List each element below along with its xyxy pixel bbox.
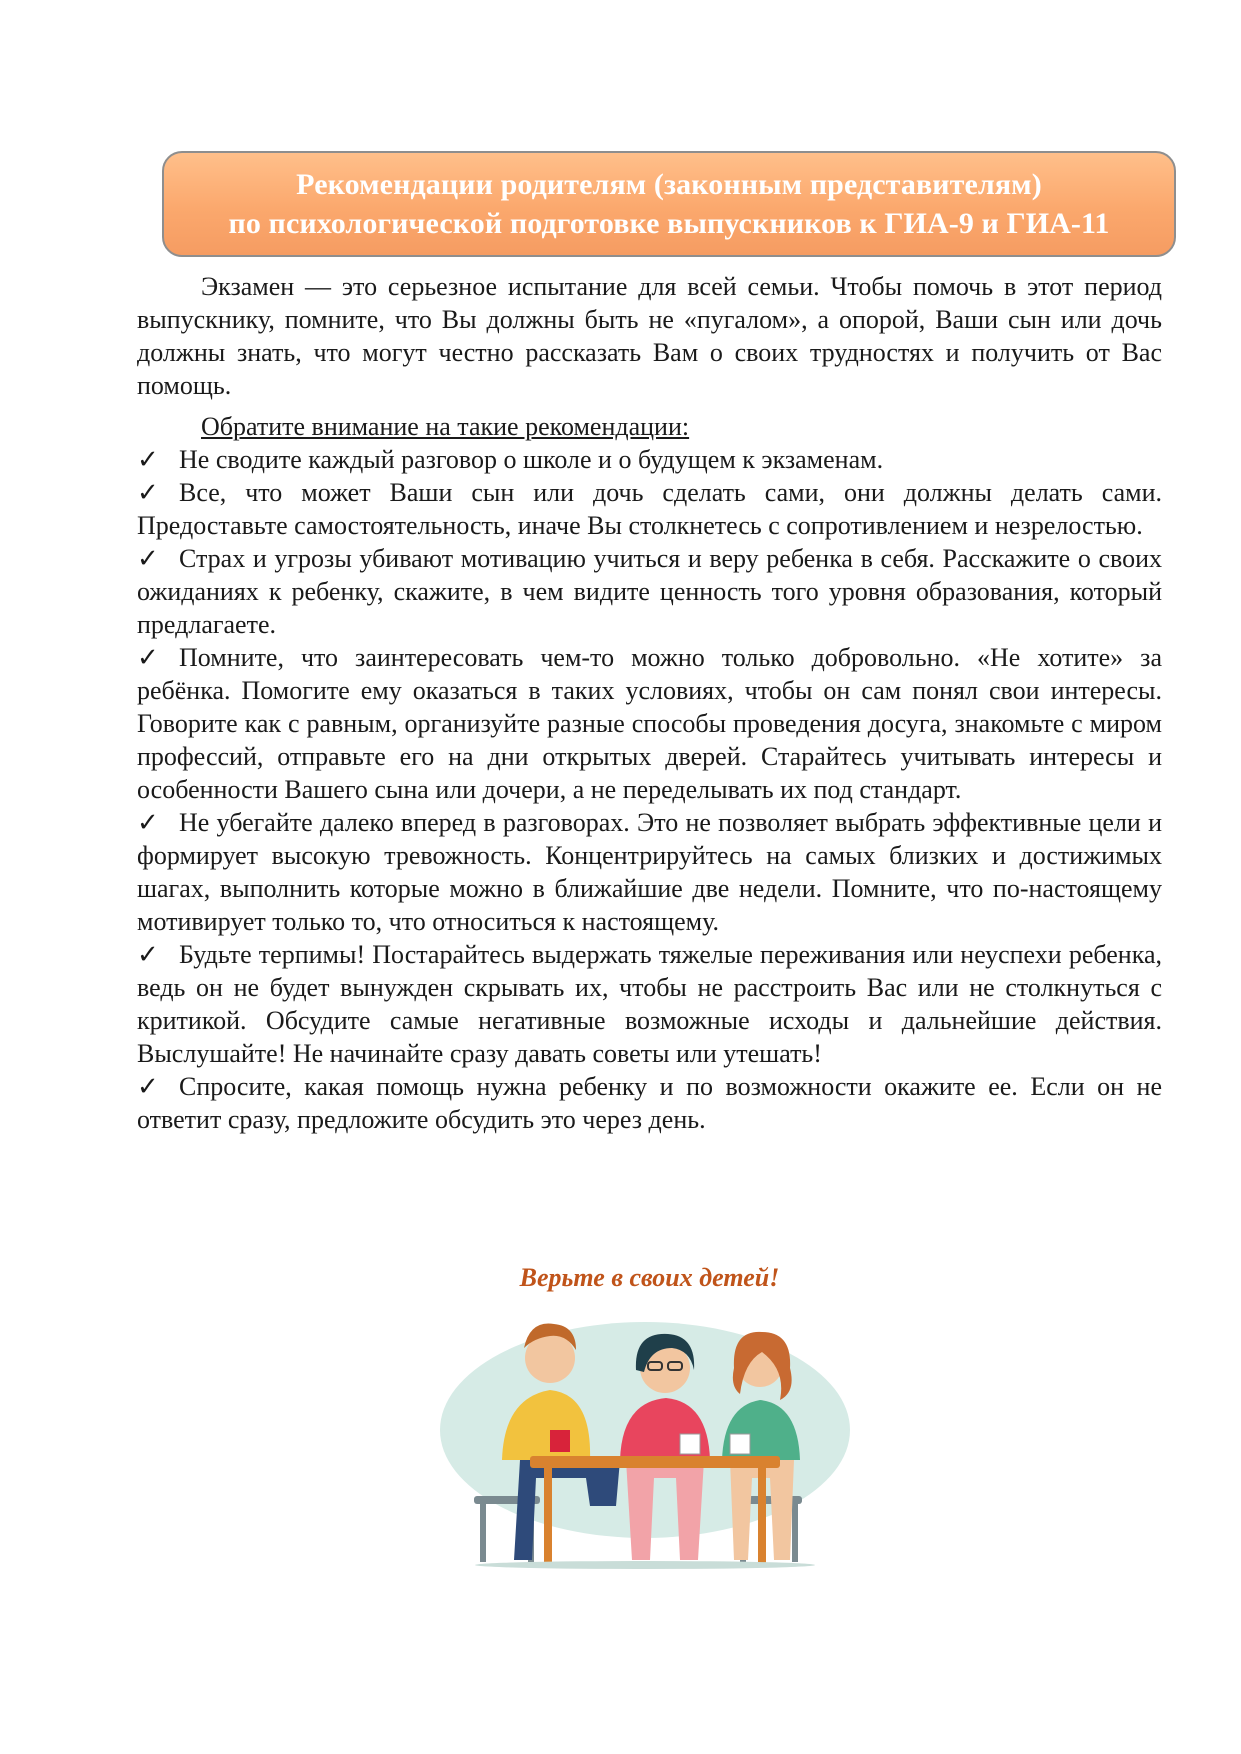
list-item	[137, 641, 1162, 806]
checkmark-icon: ✓	[137, 445, 159, 474]
intro-paragraph: Экзамен — это серьезное испытание для всей семьи. Чтобы помочь в этот период выпускнику, помните, что Вы должны быть не «пугалом», а опорой, Ваши сын или дочь должны знать, что могут честно рассказать Вам о своих трудностях и получить от Вас помощь.	[137, 272, 1162, 400]
body-text	[137, 270, 1162, 1136]
list-item	[137, 443, 1162, 476]
list-item	[137, 938, 1162, 1070]
list-item-text: Не сводите каждый разговор о школе и о будущем к экзаменам.	[179, 445, 884, 474]
checkmark-icon: ✓	[137, 544, 159, 573]
title-banner	[162, 151, 1176, 257]
list-item	[137, 476, 1162, 542]
title-line-2: по психологической подготовке выпускников к ГИА-9 и ГИА-11	[228, 207, 1110, 240]
checkmark-icon: ✓	[137, 1072, 159, 1101]
list-item-text: Спросите, какая помощь нужна ребенку и по возможности окажите ее. Если он не ответит сразу, предложите обсудить это через день.	[137, 1072, 1162, 1134]
checkmark-icon: ✓	[137, 478, 159, 507]
attention-heading-text: Обратите внимание на такие рекомендации:	[201, 412, 690, 441]
list-item	[137, 542, 1162, 641]
list-item-text: Будьте терпимы! Постарайтесь выдержать тяжелые переживания или неуспехи ребенка, ведь он не будет вынужден скрывать их, чтобы не расстроить Вас или не столкнуться с критикой. Обсудите самые негативные возможные исходы и дальнейшие действия. Выслушайте! Не начинайте сразу давать советы или утешать!	[137, 940, 1162, 1068]
list-item	[137, 806, 1162, 938]
family-at-table-illustration	[440, 1310, 860, 1570]
title-line-1: Рекомендации родителям (законным представителям)	[296, 168, 1042, 201]
checkmark-icon: ✓	[137, 940, 159, 969]
list-item-text: Помните, что заинтересовать чем-то можно только добровольно. «Не хотите» за ребёнка. Помогите ему оказаться в таких условиях, чтобы он сам понял свои интересы. Говорите как с равным, организуйте разные способы проведения досуга, знакомьте с миром профессий, отправьте его на дни открытых дверей. Старайтесь учитывать интересы и особенности Вашего сына или дочери, а не переделывать их под стандарт.	[137, 643, 1162, 804]
checkmark-icon: ✓	[137, 643, 159, 672]
closing-slogan: Верьте в своих детей!	[519, 1263, 780, 1292]
attention-heading	[137, 410, 1162, 443]
list-item-text: Все, что может Ваши сын или дочь сделать сами, они должны делать сами. Предоставьте самостоятельность, иначе Вы столкнетесь с сопротивлением и незрелостью.	[137, 478, 1162, 540]
list-item-text: Не убегайте далеко вперед в разговорах. Это не позволяет выбрать эффективные цели и формирует высокую тревожность. Концентрируйтесь на самых близких и достижимых шагах, выполнить которые можно в ближайшие две недели. Помните, что по-настоящему мотивирует только то, что относиться к настоящему.	[137, 808, 1162, 936]
checkmark-icon: ✓	[137, 808, 159, 837]
list-item	[137, 1070, 1162, 1136]
list-item-text: Страх и угрозы убивают мотивацию учиться и веру ребенка в себя. Расскажите о своих ожиданиях к ребенку, скажите, в чем видите ценность того уровня образования, который предлагаете.	[137, 544, 1162, 639]
